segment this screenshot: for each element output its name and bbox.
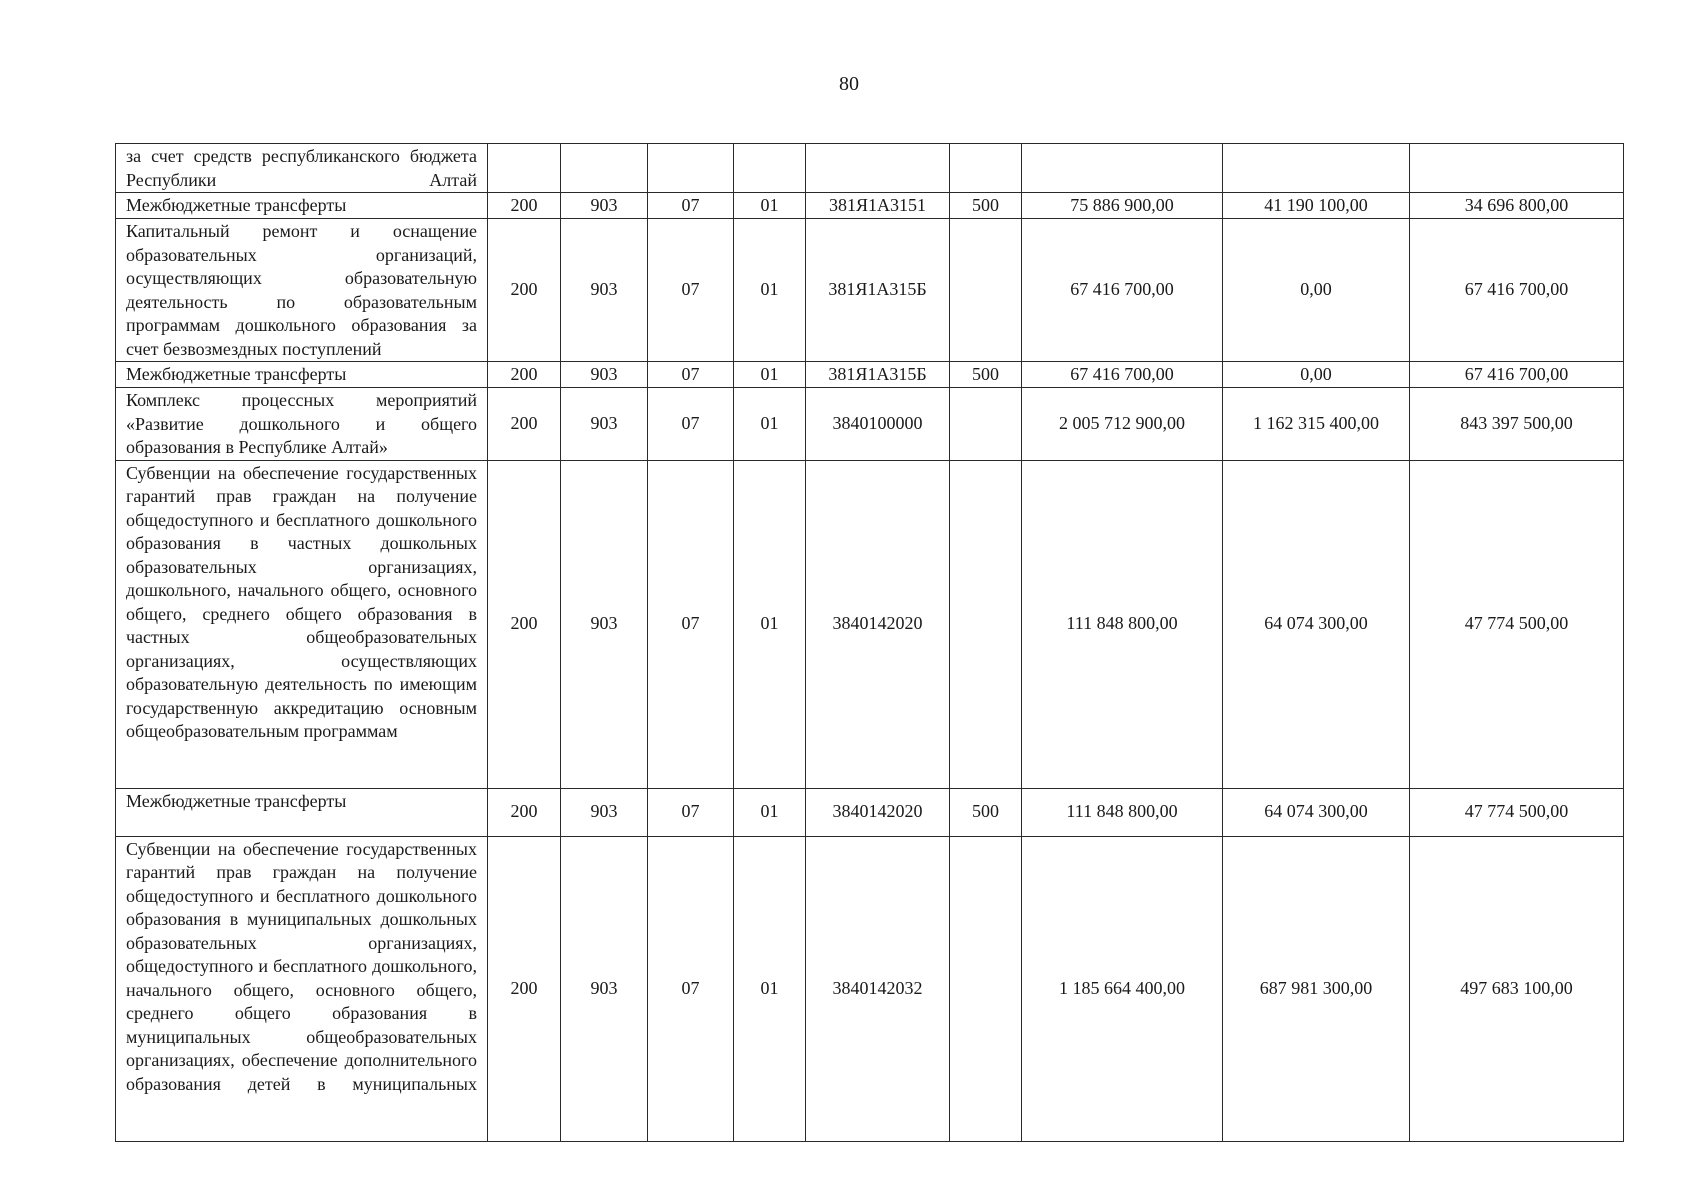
code-cell: 200 <box>488 193 561 219</box>
ministry-code-cell: 903 <box>561 836 648 1141</box>
section-cell: 07 <box>648 362 734 388</box>
table-row <box>116 388 1624 461</box>
expense-name-cell: Комплекс процессных мероприятий «Развитие дошкольного и общего образования в Республике Алтай» <box>116 388 488 461</box>
amount-cell: 497 683 100,00 <box>1410 836 1624 1141</box>
section-cell <box>648 144 734 193</box>
expense-name-cell: Субвенции на обеспечение государственных гарантий прав граждан на получение общедоступного и бесплатного дошкольного образования в муниципальных дошкольных образовательных организациях, общедоступного и бесплатного дошкольного, начального общего, основного общего, среднего общего образования в муниципальных общеобразовательных организациях, обеспечение дополнительного образования детей в муниципальных <box>116 836 488 1141</box>
expense-name-cell: Межбюджетные трансферты <box>116 362 488 388</box>
subsection-cell <box>734 144 806 193</box>
ministry-code-cell: 903 <box>561 388 648 461</box>
table-row <box>116 836 1624 1141</box>
total-amount-cell: 67 416 700,00 <box>1022 362 1223 388</box>
amount-cell: 47 774 500,00 <box>1410 460 1624 788</box>
expense-type-cell <box>950 144 1022 193</box>
table-row <box>116 788 1624 836</box>
expense-name-cell: Капитальный ремонт и оснащение образовательных организаций, осуществляющих образовательную деятельность по образовательным программам дошкольного образования за счет безвозмездных поступлений <box>116 219 488 362</box>
code-cell: 200 <box>488 460 561 788</box>
amount-cell: 64 074 300,00 <box>1223 788 1410 836</box>
subsection-cell: 01 <box>734 460 806 788</box>
expense-name-cell: Межбюджетные трансферты <box>116 788 488 836</box>
code-cell: 200 <box>488 362 561 388</box>
budget-table <box>115 143 1624 1142</box>
amount-cell: 34 696 800,00 <box>1410 193 1624 219</box>
total-amount-cell: 2 005 712 900,00 <box>1022 388 1223 461</box>
expense-name-cell: за счет средств республиканского бюджета Республики Алтай <box>116 144 488 193</box>
amount-cell: 47 774 500,00 <box>1410 788 1624 836</box>
table-row <box>116 362 1624 388</box>
section-cell: 07 <box>648 460 734 788</box>
total-amount-cell: 111 848 800,00 <box>1022 788 1223 836</box>
amount-cell: 41 190 100,00 <box>1223 193 1410 219</box>
target-article-cell: 3840142032 <box>806 836 950 1141</box>
amount-cell: 843 397 500,00 <box>1410 388 1624 461</box>
expense-type-cell: 500 <box>950 788 1022 836</box>
amount-cell: 67 416 700,00 <box>1410 362 1624 388</box>
expense-name-cell: Межбюджетные трансферты <box>116 193 488 219</box>
expense-type-cell <box>950 388 1022 461</box>
target-article-cell <box>806 144 950 193</box>
amount-cell <box>1410 144 1624 193</box>
ministry-code-cell: 903 <box>561 219 648 362</box>
subsection-cell: 01 <box>734 219 806 362</box>
code-cell: 200 <box>488 219 561 362</box>
total-amount-cell: 75 886 900,00 <box>1022 193 1223 219</box>
ministry-code-cell: 903 <box>561 460 648 788</box>
subsection-cell: 01 <box>734 362 806 388</box>
code-cell <box>488 144 561 193</box>
target-article-cell: 381Я1А315Б <box>806 219 950 362</box>
expense-type-cell <box>950 460 1022 788</box>
subsection-cell: 01 <box>734 836 806 1141</box>
expense-name-cell: Субвенции на обеспечение государственных гарантий прав граждан на получение общедоступного и бесплатного дошкольного образования в частных дошкольных образовательных организациях, дошкольного, начального общего, основного общего, среднего общего образования в частных общеобразовательных организациях, осуществляющих образовательную деятельность по имеющим государственную аккредитацию основным общеобразовательным программам <box>116 460 488 788</box>
subsection-cell: 01 <box>734 788 806 836</box>
target-article-cell: 3840142020 <box>806 460 950 788</box>
page-number: 80 <box>839 73 859 95</box>
amount-cell: 64 074 300,00 <box>1223 460 1410 788</box>
table-row <box>116 144 1624 193</box>
ministry-code-cell: 903 <box>561 193 648 219</box>
target-article-cell: 381Я1А315Б <box>806 362 950 388</box>
ministry-code-cell: 903 <box>561 362 648 388</box>
ministry-code-cell <box>561 144 648 193</box>
section-cell: 07 <box>648 388 734 461</box>
ministry-code-cell: 903 <box>561 788 648 836</box>
code-cell: 200 <box>488 836 561 1141</box>
total-amount-cell: 1 185 664 400,00 <box>1022 836 1223 1141</box>
code-cell: 200 <box>488 388 561 461</box>
subsection-cell: 01 <box>734 388 806 461</box>
target-article-cell: 381Я1А3151 <box>806 193 950 219</box>
section-cell: 07 <box>648 836 734 1141</box>
total-amount-cell <box>1022 144 1223 193</box>
amount-cell: 687 981 300,00 <box>1223 836 1410 1141</box>
expense-type-cell: 500 <box>950 362 1022 388</box>
amount-cell: 0,00 <box>1223 362 1410 388</box>
amount-cell: 0,00 <box>1223 219 1410 362</box>
amount-cell <box>1223 144 1410 193</box>
total-amount-cell: 67 416 700,00 <box>1022 219 1223 362</box>
expense-type-cell: 500 <box>950 193 1022 219</box>
amount-cell: 1 162 315 400,00 <box>1223 388 1410 461</box>
expense-type-cell <box>950 836 1022 1141</box>
section-cell: 07 <box>648 788 734 836</box>
target-article-cell: 3840142020 <box>806 788 950 836</box>
table-row <box>116 219 1624 362</box>
expense-type-cell <box>950 219 1022 362</box>
subsection-cell: 01 <box>734 193 806 219</box>
total-amount-cell: 111 848 800,00 <box>1022 460 1223 788</box>
section-cell: 07 <box>648 219 734 362</box>
section-cell: 07 <box>648 193 734 219</box>
table-row <box>116 193 1624 219</box>
target-article-cell: 3840100000 <box>806 388 950 461</box>
table-row <box>116 460 1624 788</box>
code-cell: 200 <box>488 788 561 836</box>
amount-cell: 67 416 700,00 <box>1410 219 1624 362</box>
